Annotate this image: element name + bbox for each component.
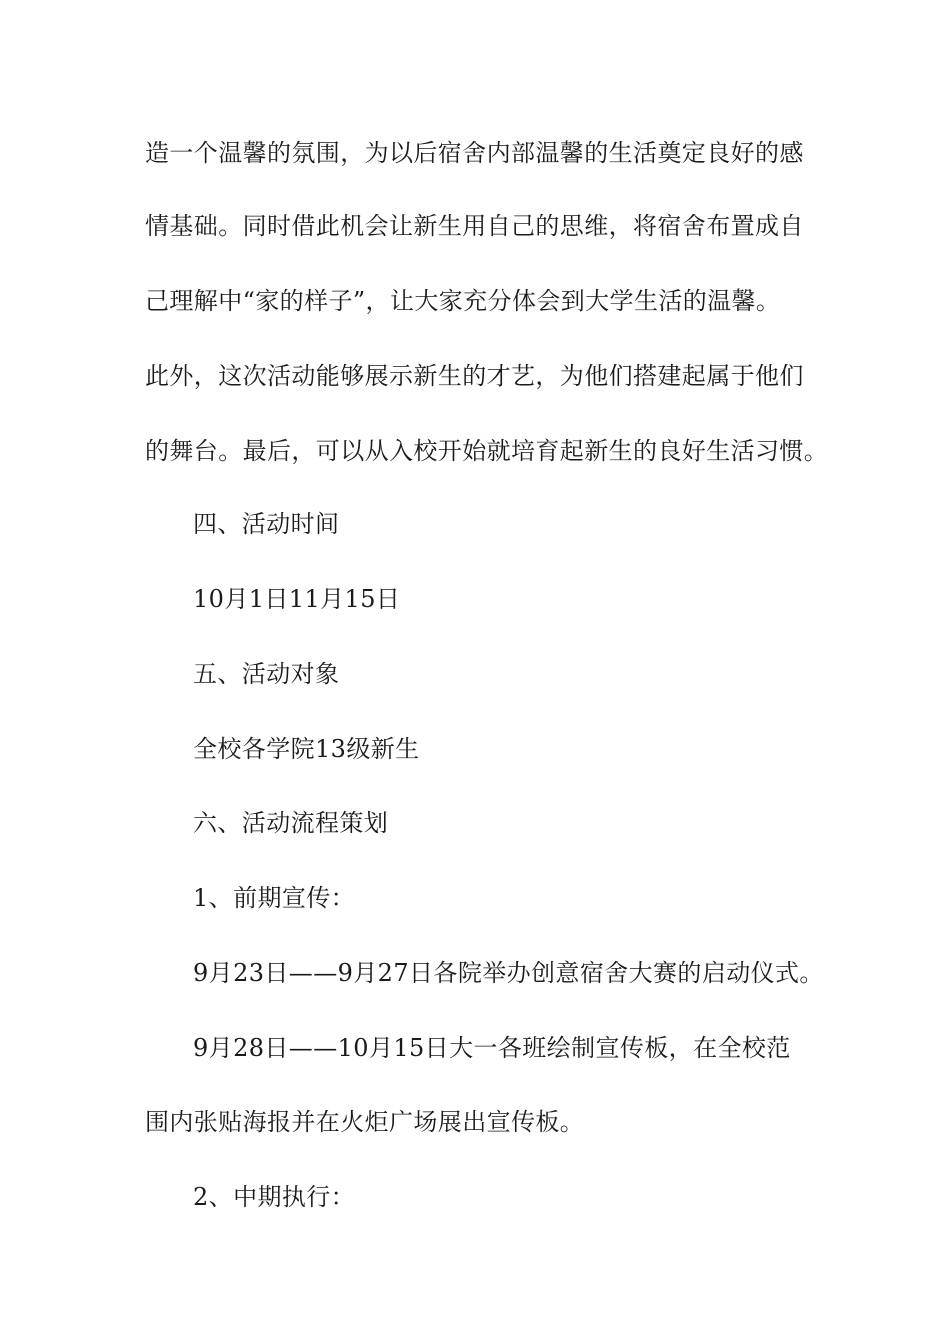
body-text-line: 造一个温馨的氛围，为以后宿舍内部温馨的生活奠定良好的感 [145,139,804,167]
activity-target-value: 全校各学院13级新生 [193,735,420,763]
body-text-line: 己理解中“家的样子”，让大家充分体会到大学生活的温馨。 [145,287,781,315]
section-heading-activity-time: 四、活动时间 [193,510,340,538]
body-text-line: 围内张贴海报并在火炬广场展出宣传板。 [145,1108,585,1136]
body-text-line: 9月23日——9月27日各院举办创意宿舍大赛的启动仪式。 [193,959,824,987]
body-text-line: 情基础。同时借此机会让新生用自己的思维，将宿舍布置成自 [145,212,804,240]
section-heading-activity-target: 五、活动对象 [193,660,340,688]
subheading-early-publicity: 1、前期宣传： [193,884,356,912]
body-text-line: 9月28日——10月15日大一各班绘制宣传板，在全校范 [193,1034,791,1062]
body-text-line: 的舞台。最后，可以从入校开始就培育起新生的良好生活习惯。 [145,437,829,465]
subheading-mid-execution: 2、中期执行： [193,1183,356,1211]
section-heading-activity-process: 六、活动流程策划 [193,809,389,837]
body-text-line: 此外，这次活动能够展示新生的才艺，为他们搭建起属于他们 [145,362,804,390]
activity-time-value: 10月1日11月15日 [193,585,401,613]
